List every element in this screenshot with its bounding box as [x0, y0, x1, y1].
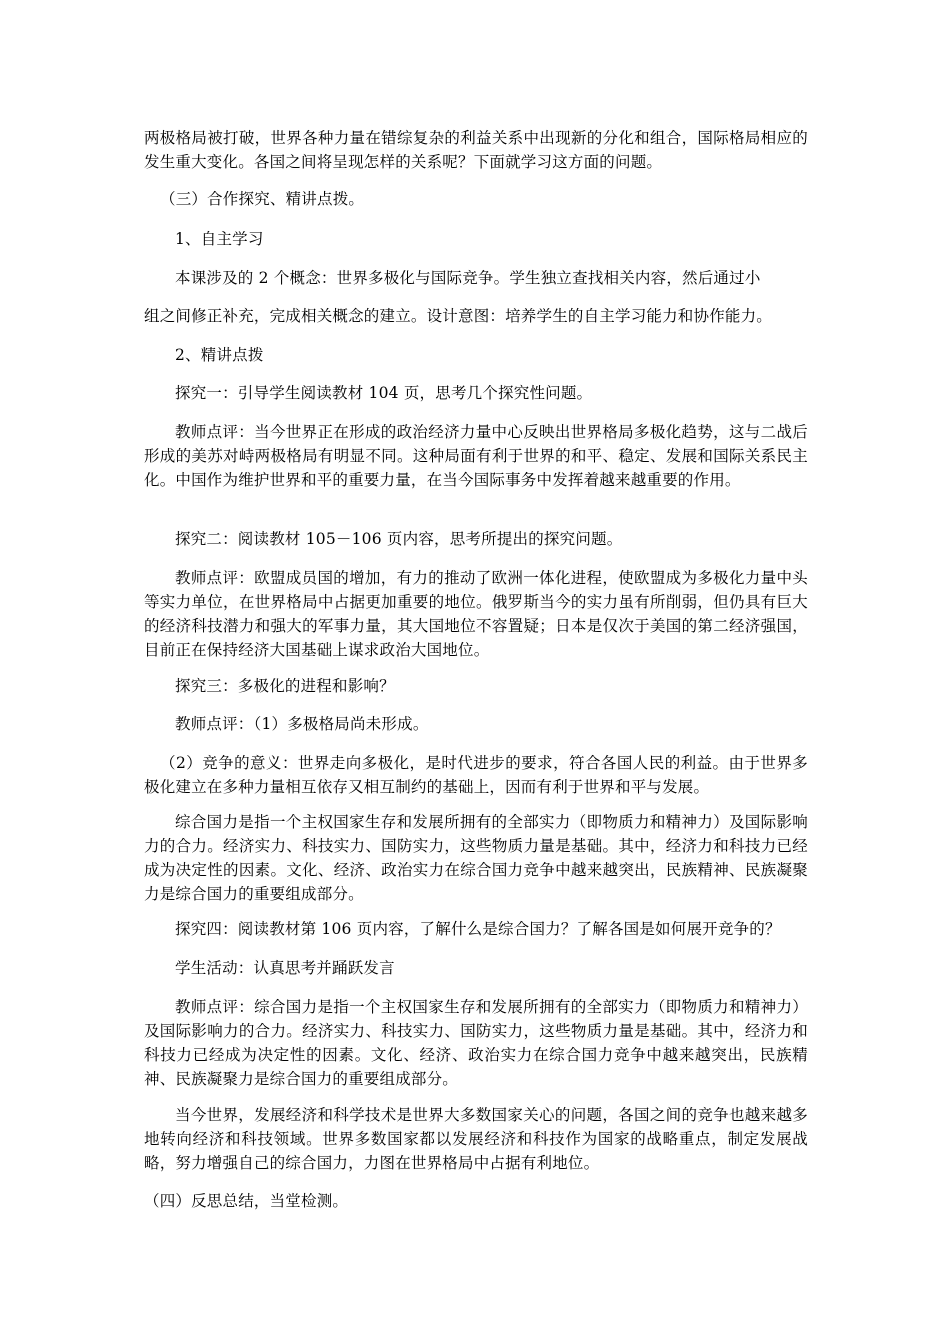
paragraph-competition-meaning: （2）竞争的意义：世界走向多极化，是时代进步的要求，符合各国人民的利益。由于世界多极化建立在多种力量相互依存又相互制约的基础上，因而有利于世界和平与发展。 [144, 754, 808, 796]
paragraph-concepts-line2: 组之间修正补充，完成相关概念的建立。设计意图：培养学生的自主学习能力和协作能力。 [144, 307, 773, 325]
paragraph-teacher-comment-two: 教师点评：欧盟成员国的增加，有力的推动了欧洲一体化进程，使欧盟成为多极化力量中头等实力单位，在世界格局中占据更加重要的地位。俄罗斯当今的实力虽有所削弱，但仍具有巨大的经济科技潜力和强大的军事力量，其大国地位不容置疑；日本是仅次于美国的第二经济强国，目前正在保持经济大国基础上谋求政治大国地位。 [144, 569, 808, 659]
paragraph-teacher-comment-four: 教师点评：综合国力是指一个主权国家生存和发展所拥有的全部实力（即物质力和精神力）及国际影响力的合力。经济实力、科技实力、国防实力，这些物质力量是基础。其中，经济力和科技力已经成为决定性的因素。文化、经济、政治实力在综合国力竞争中越来越突出，民族精神、民族凝聚力是综合国力的重要组成部分。 [144, 998, 808, 1088]
paragraph-inquiry-one: 探究一：引导学生阅读教材 104 页，思考几个探究性问题。 [175, 384, 593, 402]
paragraph-world-today: 当今世界，发展经济和科学技术是世界大多数国家关心的问题，各国之间的竞争也越来越多地转向经济和科技领域。世界多数国家都以发展经济和科技作为国家的战略重点，制定发展战略，努力增强自己的综合国力，力图在世界格局中占据有利地位。 [144, 1106, 808, 1172]
heading-explanation: 2、精讲点拨 [175, 346, 264, 364]
heading-section-three: （三）合作探究、精讲点拨。 [160, 190, 365, 208]
paragraph-inquiry-three: 探究三：多极化的进程和影响？ [175, 677, 395, 695]
heading-section-four: （四）反思总结，当堂检测。 [144, 1192, 349, 1210]
heading-self-study: 1、自主学习 [175, 230, 264, 248]
paragraph-teacher-comment-three: 教师点评：（1）多极格局尚未形成。 [175, 715, 429, 733]
paragraph-inquiry-four: 探究四：阅读教材第 106 页内容，了解什么是综合国力？了解各国是如何展开竞争的？ [175, 920, 781, 938]
paragraph-student-activity: 学生活动：认真思考并踊跃发言 [175, 959, 395, 977]
paragraph-national-strength: 综合国力是指一个主权国家生存和发展所拥有的全部实力（即物质力和精神力）及国际影响力的合力。经济实力、科技实力、国防实力，这些物质力量是基础。其中，经济力和科技力已经成为决定性的因素。文化、经济、政治实力在综合国力竞争中越来越突出，民族精神、民族凝聚力是综合国力的重要组成部分。 [144, 813, 808, 903]
paragraph-concepts-line1: 本课涉及的 2 个概念：世界多极化与国际竞争。学生独立查找相关内容，然后通过小 [175, 269, 761, 287]
paragraph-inquiry-two: 探究二：阅读教材 105－106 页内容，思考所提出的探究问题。 [175, 530, 623, 548]
paragraph-intro: 两极格局被打破，世界各种力量在错综复杂的利益关系中出现新的分化和组合，国际格局相应的发生重大变化。各国之间将呈现怎样的关系呢？下面就学习这方面的问题。 [144, 129, 808, 171]
paragraph-teacher-comment-one: 教师点评：当今世界正在形成的政治经济力量中心反映出世界格局多极化趋势，这与二战后形成的美苏对峙两极格局有明显不同。这种局面有利于世界的和平、稳定、发展和国际关系民主化。中国作为维护世界和平的重要力量，在当今国际事务中发挥着越来越重要的作用。 [144, 423, 808, 489]
